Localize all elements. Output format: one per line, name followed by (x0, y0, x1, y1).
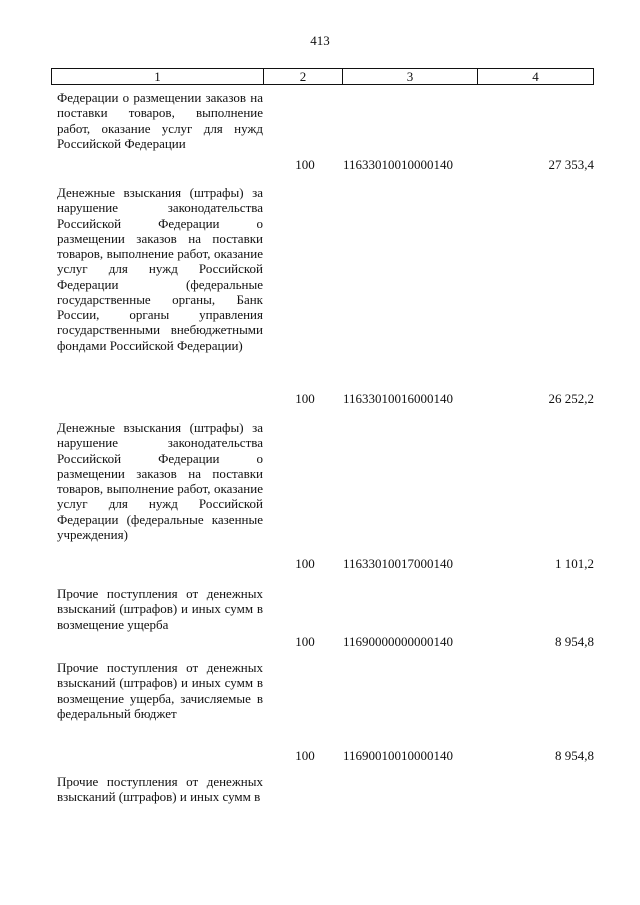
row-amount: 1 101,2 (555, 556, 594, 571)
table-row (51, 185, 594, 410)
row-description: Прочие поступления от денежных взысканий (штрафов) и иных сумм в (57, 774, 263, 805)
row-kbk: 11690000000000140 (343, 634, 454, 649)
row-amount: 27 353,4 (548, 157, 594, 172)
table-row (51, 90, 594, 180)
header-col-1: 1 (52, 69, 264, 84)
row-description: Денежные взыскания (штрафы) за нарушение законодательства Российской Федерации о размещении заказов на поставки товаров, выполнение работ, оказание услуг для нужд Российской Федерации (федеральные государственные органы, Банк России, органы управления государственными внебюджетными фондами Российской Федерации) (57, 185, 263, 353)
row-kbk: 11633010016000140 (343, 391, 454, 406)
row-kbk: 11633010010000140 (343, 157, 454, 172)
table-row (51, 660, 594, 770)
row-description: Прочие поступления от денежных взысканий (штрафов) и иных сумм в возмещение ущерба, зачисляемые в федеральный бюджет (57, 660, 263, 721)
table-row (51, 774, 594, 834)
table-row (51, 586, 594, 648)
table-row (51, 420, 594, 575)
row-code: 100 (295, 748, 315, 763)
header-col-3: 3 (343, 69, 478, 84)
row-amount: 8 954,8 (555, 634, 594, 649)
row-kbk: 11690010010000140 (343, 748, 454, 763)
header-col-4: 4 (532, 69, 539, 84)
row-amount: 8 954,8 (555, 748, 594, 763)
row-amount: 26 252,2 (548, 391, 594, 406)
row-description: Прочие поступления от денежных взысканий (штрафов) и иных сумм в возмещение ущерба (57, 586, 263, 632)
table-header (51, 68, 594, 85)
row-description: Денежные взыскания (штрафы) за нарушение законодательства Российской Федерации о размещении заказов на поставки товаров, выполнение работ, оказание услуг для нужд Российской Федерации (федеральные казенные учреждения) (57, 420, 263, 542)
header-col-2: 2 (264, 69, 343, 84)
page-number: 413 (310, 33, 330, 48)
row-code: 100 (295, 634, 315, 649)
row-code: 100 (295, 556, 315, 571)
row-code: 100 (295, 157, 315, 172)
row-code: 100 (295, 391, 315, 406)
row-description: Федерации о размещении заказов на поставки товаров, выполнение работ, оказание услуг для нужд Российской Федерации (57, 90, 263, 151)
row-kbk: 11633010017000140 (343, 556, 454, 571)
